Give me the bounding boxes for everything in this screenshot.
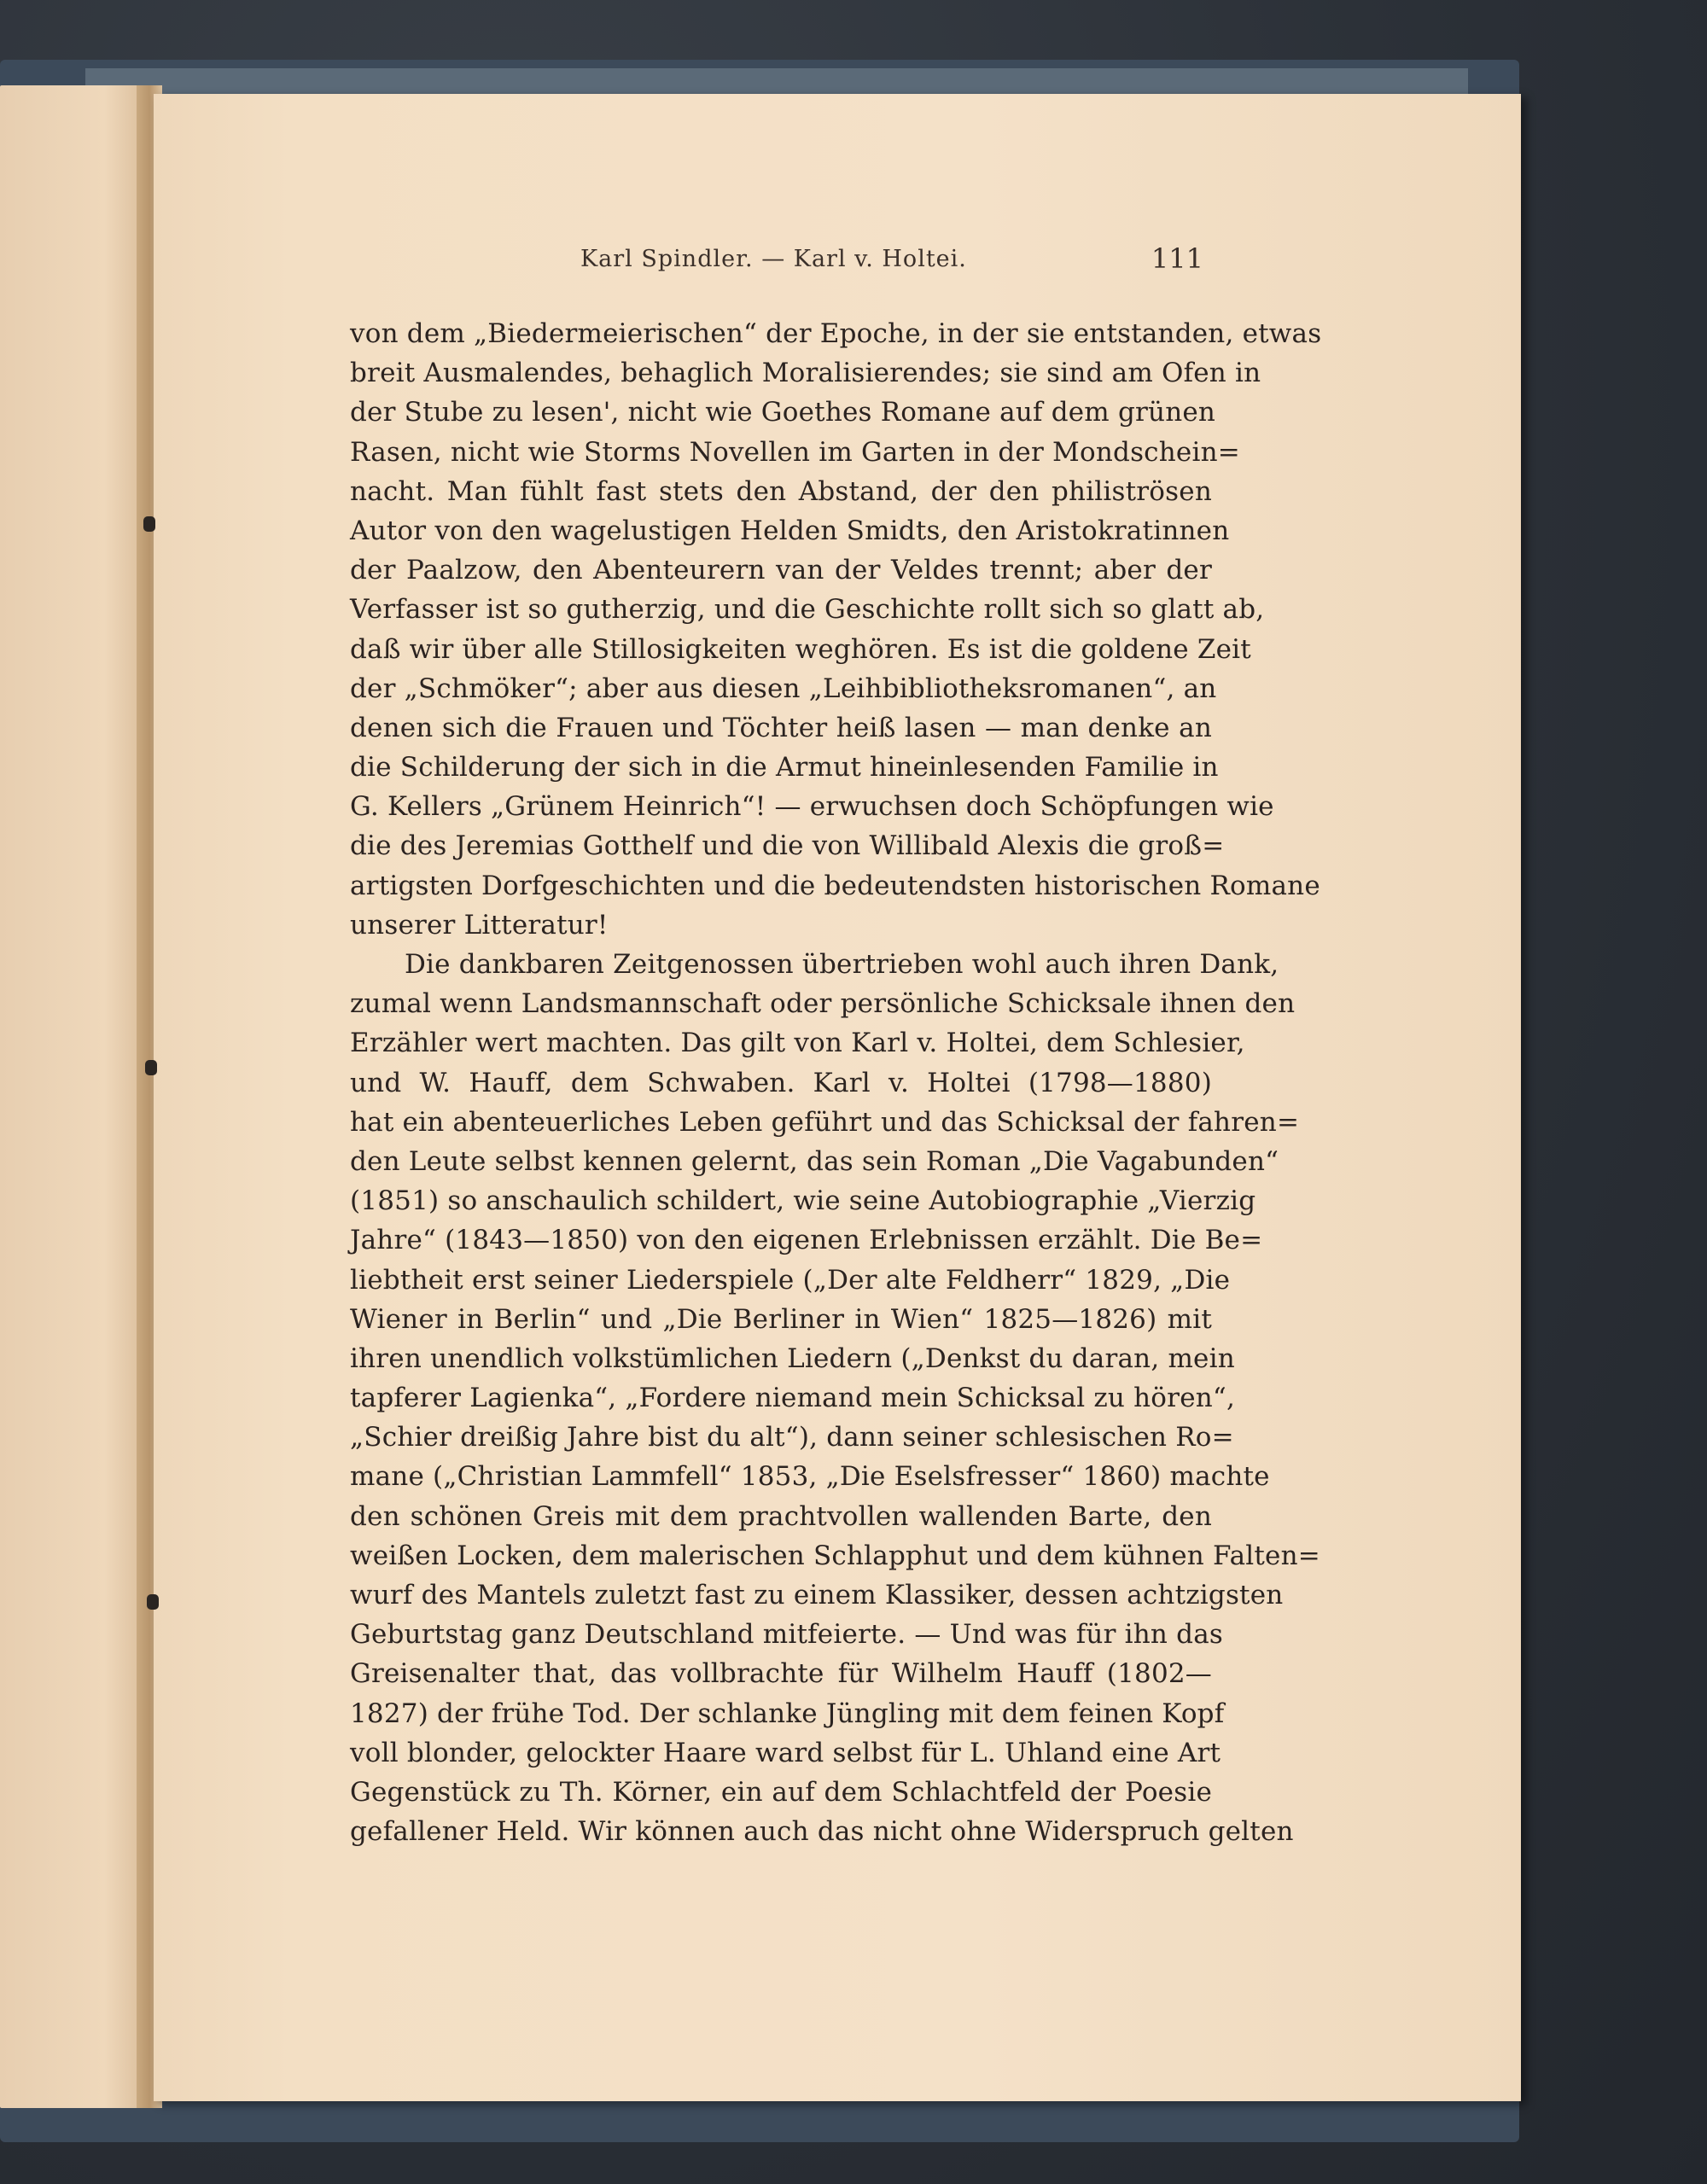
text-line: nacht. Man fühlt fast stets den Abstand, der den philiströsen <box>350 475 1212 507</box>
left-facing-page <box>0 85 149 2108</box>
text-line: „Schier dreißig Jahre bist du alt“), dann seiner schlesischen Ro= <box>350 1422 1234 1453</box>
text-line: mane („Christian Lammfell“ 1853, „Die Eselsfresser“ 1860) machte <box>350 1461 1270 1493</box>
text-line: von dem „Biedermeierischen“ der Epoche, in der sie entstanden, etwas <box>350 318 1322 349</box>
text-line: voll blonder, gelockter Haare ward selbst für L. Uhland eine Art <box>350 1737 1221 1768</box>
text-line: tapferer Lagienka“, „Fordere niemand mein Schicksal zu hören“, <box>350 1383 1236 1414</box>
text-line: Jahre“ (1843—1850) von den eigenen Erlebnissen erzählt. Die Be= <box>350 1225 1263 1256</box>
text-line: der „Schmöker“; aber aus diesen „Leihbibliotheksromanen“, an <box>350 673 1217 704</box>
text-line: G. Kellers „Grünem Heinrich“! — erwuchsen doch Schöpfungen wie <box>350 791 1274 823</box>
binding-mark <box>147 1594 159 1610</box>
binding-mark <box>145 1060 157 1075</box>
text-line: 1827) der frühe Tod. Der schlanke Jüngling mit dem feinen Kopf <box>350 1698 1225 1729</box>
running-title: Karl Spindler. — Karl v. Holtei. <box>580 246 967 272</box>
text-line: wurf des Mantels zuletzt fast zu einem Klassiker, dessen achtzigsten <box>350 1580 1284 1610</box>
page-number: 111 <box>1151 242 1203 275</box>
text-line: (1851) so anschaulich schildert, wie seine Autobiographie „Vierzig <box>350 1185 1256 1217</box>
text-line: artigsten Dorfgeschichten und die bedeutendsten historischen Romane <box>350 870 1320 901</box>
text-line: hat ein abenteuerliches Leben geführt und das Schicksal der fahren= <box>350 1106 1300 1138</box>
text-line: die des Jeremias Gotthelf und die von Willibald Alexis die groß= <box>350 830 1225 862</box>
page-header <box>350 242 1203 280</box>
text-line: Verfasser ist so gutherzig, und die Geschichte rollt sich so glatt ab, <box>350 594 1265 626</box>
text-line: der Stube zu lesen', nicht wie Goethes Romane auf dem grünen <box>350 397 1216 428</box>
text-line: gefallener Held. Wir können auch das nicht ohne Widerspruch gelten <box>350 1816 1294 1848</box>
text-line: denen sich die Frauen und Töchter heiß lasen — man denke an <box>350 712 1212 743</box>
text-line: Geburtstag ganz Deutschland mitfeierte. — Und was für ihn das <box>350 1619 1223 1651</box>
text-line: Autor von den wagelustigen Helden Smidts, den Aristokratinnen <box>350 515 1230 546</box>
text-line: Greisenalter that, das vollbrachte für Wilhelm Hauff (1802— <box>350 1658 1212 1690</box>
text-line: Erzähler wert machten. Das gilt von Karl v. Holtei, dem Schlesier, <box>350 1028 1245 1059</box>
text-line: und W. Hauff, dem Schwaben. Karl v. Holtei (1798—1880) <box>350 1067 1212 1098</box>
body-text <box>350 314 1322 1851</box>
text-line: der Paalzow, den Abenteurern van der Veldes trennt; aber der <box>350 555 1212 586</box>
text-line: Die dankbaren Zeitgenossen übertrieben wohl auch ihren Dank, <box>405 949 1279 980</box>
text-line: unserer Litteratur! <box>350 909 609 941</box>
text-line: zumal wenn Landsmannschaft oder persönliche Schicksale ihnen den <box>350 988 1296 1020</box>
text-line: liebtheit erst seiner Liederspiele („Der alte Feldherr“ 1829, „Die <box>350 1264 1231 1296</box>
text-line: Wiener in Berlin“ und „Die Berliner in Wien“ 1825—1826) mit <box>350 1303 1212 1335</box>
text-line: ihren unendlich volkstümlichen Liedern („Denkst du daran, mein <box>350 1342 1235 1374</box>
text-line: daß wir über alle Stillosigkeiten weghören. Es ist die goldene Zeit <box>350 633 1251 665</box>
text-line: breit Ausmalendes, behaglich Moralisierendes; sie sind am Ofen in <box>350 358 1261 389</box>
text-line: Rasen, nicht wie Storms Novellen im Garten in der Mondschein= <box>350 436 1240 468</box>
text-line: Gegenstück zu Th. Körner, ein auf dem Schlachtfeld der Poesie <box>350 1776 1212 1808</box>
binding-mark <box>143 516 155 532</box>
text-line: weißen Locken, dem malerischen Schlapphut und dem kühnen Falten= <box>350 1540 1320 1571</box>
text-line: den Leute selbst kennen gelernt, das sein Roman „Die Vagabunden“ <box>350 1145 1279 1177</box>
text-line: den schönen Greis mit dem prachtvollen wallenden Barte, den <box>350 1500 1212 1532</box>
text-line: die Schilderung der sich in die Armut hineinlesenden Familie in <box>350 752 1219 783</box>
